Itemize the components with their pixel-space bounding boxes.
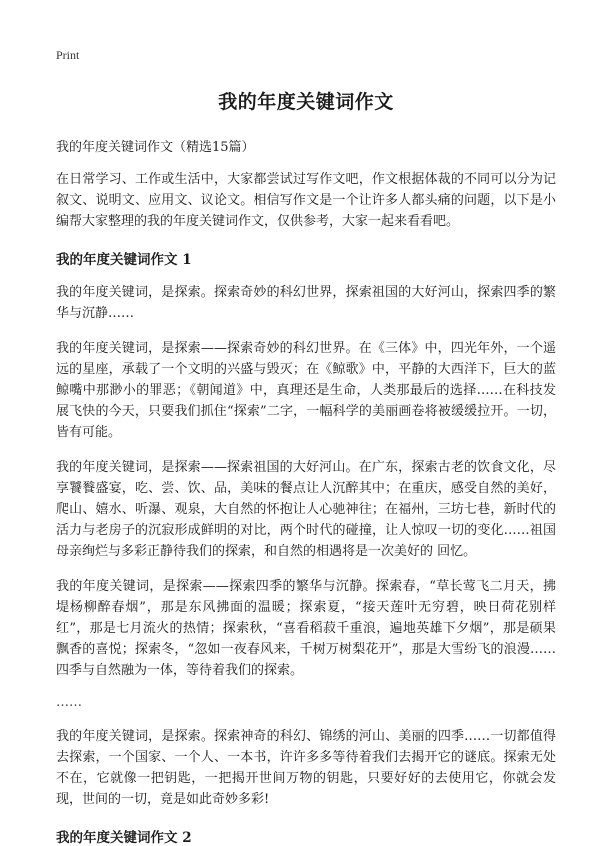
section-1-paragraph-3: 我的年度关键词，是探索——探索祖国的大好河山。在广东，探索古老的饮食文化，尽享饕餮盛宴，吃、尝、饮、品，美味的餐点让人沉醉其中；在重庆，感受自然的美好，爬山、嬉水、听瀑、观泉，大自然的怀抱让人心驰神往；在福州，三坊七巷，新时代的活力与老房子的沉寂形成鲜明的对比，两个时代的碰撞，让人惊叹一切的变化……祖国母亲绚烂与多彩正静待我们的探索，和自然的相遇将是一次美好的 回忆。 [56,460,556,559]
section-heading-2: 我的年度关键词作文 2 [56,830,192,846]
section-1-closing-paragraph: 我的年度关键词，是探索。探索神奇的科幻、锦绣的河山、美丽的四季……一切都值得去探索，一个国家、一个人、一本书，许许多多等待着我们去揭开它的谜底。探索无处不在，它就像一把钥匙，一把揭开世间万物的钥匙，只要好好的去使用它，你就会发现，世间的一切，竟是如此奇妙多彩! [56,729,556,807]
ellipsis-separator: …… [56,695,82,710]
section-1-paragraph-4: 我的年度关键词，是探索——探索四季的繁华与沉静。探索春，“草长莺飞二月天，拂堤杨柳醉春烟”，那是东风拂面的温暖；探索夏，“接天莲叶无穷碧，映日荷花别样红”，那是七月流火的热情；探索秋，“喜看稻菽千重浪，遍地英雄下夕烟”，那是硕果飘香的喜悦；探索冬，“忽如一夜春风来，千树万树梨花开”，那是大雪纷飞的浪漫……四季与自然融为一体，等待着我们的探索。 [56,579,556,678]
section-1-paragraph-1: 我的年度关键词，是探索。探索奇妙的科幻世界，探索祖国的大好河山，探索四季的繁华与沉静…… [56,285,556,321]
section-heading-1: 我的年度关键词作文 1 [56,252,192,268]
document-subtitle: 我的年度关键词作文（精选15篇） [56,140,255,155]
section-1-paragraph-2: 我的年度关键词，是探索——探索奇妙的科幻世界。在《三体》中，四光年外，一个遥远的星座，承载了一个文明的兴盛与毁灭；在《鲸歌》中，平静的大西洋下，巨大的蓝鲸嘴中那渺小的罪恶；《朝闻道》中，真理还是生命，人类那最后的选择……在科技发展飞快的今天，只要我们抓住“探索”二字，一幅科学的美丽画卷将被缓缓拉开。一切，皆有可能。 [56,341,556,440]
intro-paragraph: 在日常学习、工作或生活中，大家都尝试过写作文吧，作文根据体裁的不同可以分为记叙文、说明文、应用文、议论文。相信写作文是一个让许多人都头痛的问题，以下是小编帮大家整理的我的年度关键词作文，仅供参考，大家一起来看看吧。 [56,172,556,229]
print-link[interactable]: Print [56,48,80,62]
page-title: 我的年度关键词作文 [218,91,394,113]
